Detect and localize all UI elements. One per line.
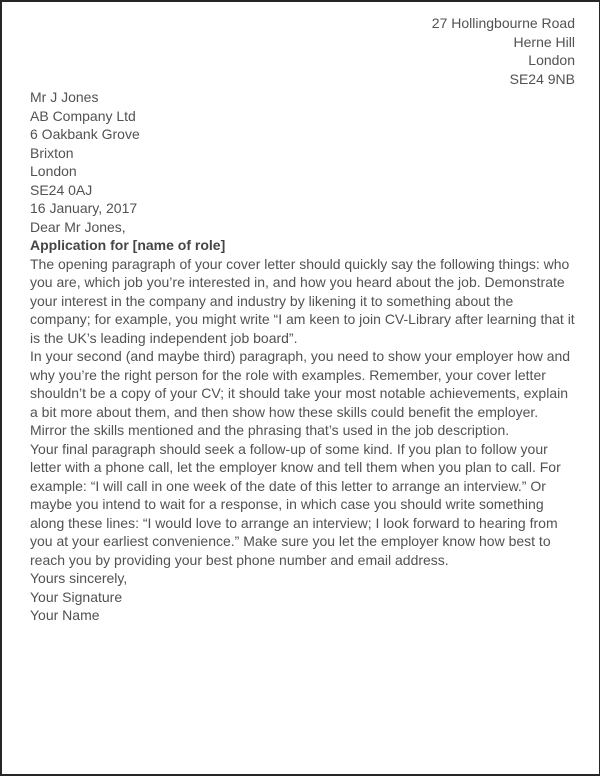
recipient-address-line-2: Brixton	[30, 144, 74, 161]
salutation: Dear Mr Jones,	[30, 218, 126, 235]
closing: Yours sincerely,	[30, 570, 128, 586]
sender-address-line-1: 27 Hollingbourne Road	[431, 15, 575, 31]
signature-placeholder: Your Signature	[30, 588, 123, 605]
sender-address-line-4: SE24 9NB	[509, 70, 575, 87]
signature-block	[30, 588, 575, 625]
recipient-company: AB Company Ltd	[30, 107, 136, 124]
sender-address-line-2: Herne Hill	[513, 33, 575, 50]
name-placeholder: Your Name	[30, 607, 100, 623]
letter-date: 16 January, 2017	[30, 200, 138, 216]
subject-line: Application for [name of role]	[30, 237, 226, 253]
recipient-address-line-3: London	[30, 163, 77, 179]
body-paragraph-1: The opening paragraph of your cover letter should quickly say the following things: who you are, which job you’re interested in, and how you heard about the job. Demonstrate your interest in the company and industry by likening it to something about the company; for example, you might write “I am keen to join CV-Library after learning that it is the UK’s leading independent job board”.	[30, 255, 575, 346]
recipient-address-line-1: 6 Oakbank Grove	[30, 126, 140, 142]
recipient-postcode: SE24 0AJ	[30, 181, 93, 198]
body-paragraph-2: In your second (and maybe third) paragraph, you need to show your employer how and why you’re the right person for the role with examples. Remember, your cover letter shouldn’t be a copy of your CV; it should take your most notable achievements, explain a bit more about them, and then show how these skills could benefit the employer. Mirror the skills mentioned and the phrasing that’s used in the job description.	[30, 348, 571, 438]
recipient-name: Mr J Jones	[30, 89, 99, 105]
recipient-address	[30, 88, 575, 199]
sender-address-line-3: London	[528, 52, 575, 68]
sender-address	[30, 14, 575, 88]
body-paragraph-3: Your final paragraph should seek a follow-up of some kind. If you plan to follow your letter with a phone call, let the employer know and tell them when you plan to call. For example: “I will call in one week of the date of this letter to arrange an interview.” Or maybe you intend to wait for a response, in which case you should write something along these lines: “I would love to arrange an interview; I look forward to hearing from you at your earliest convenience.” Make sure you let the employer know how best to reach you by providing your best phone number and email address.	[30, 440, 561, 568]
